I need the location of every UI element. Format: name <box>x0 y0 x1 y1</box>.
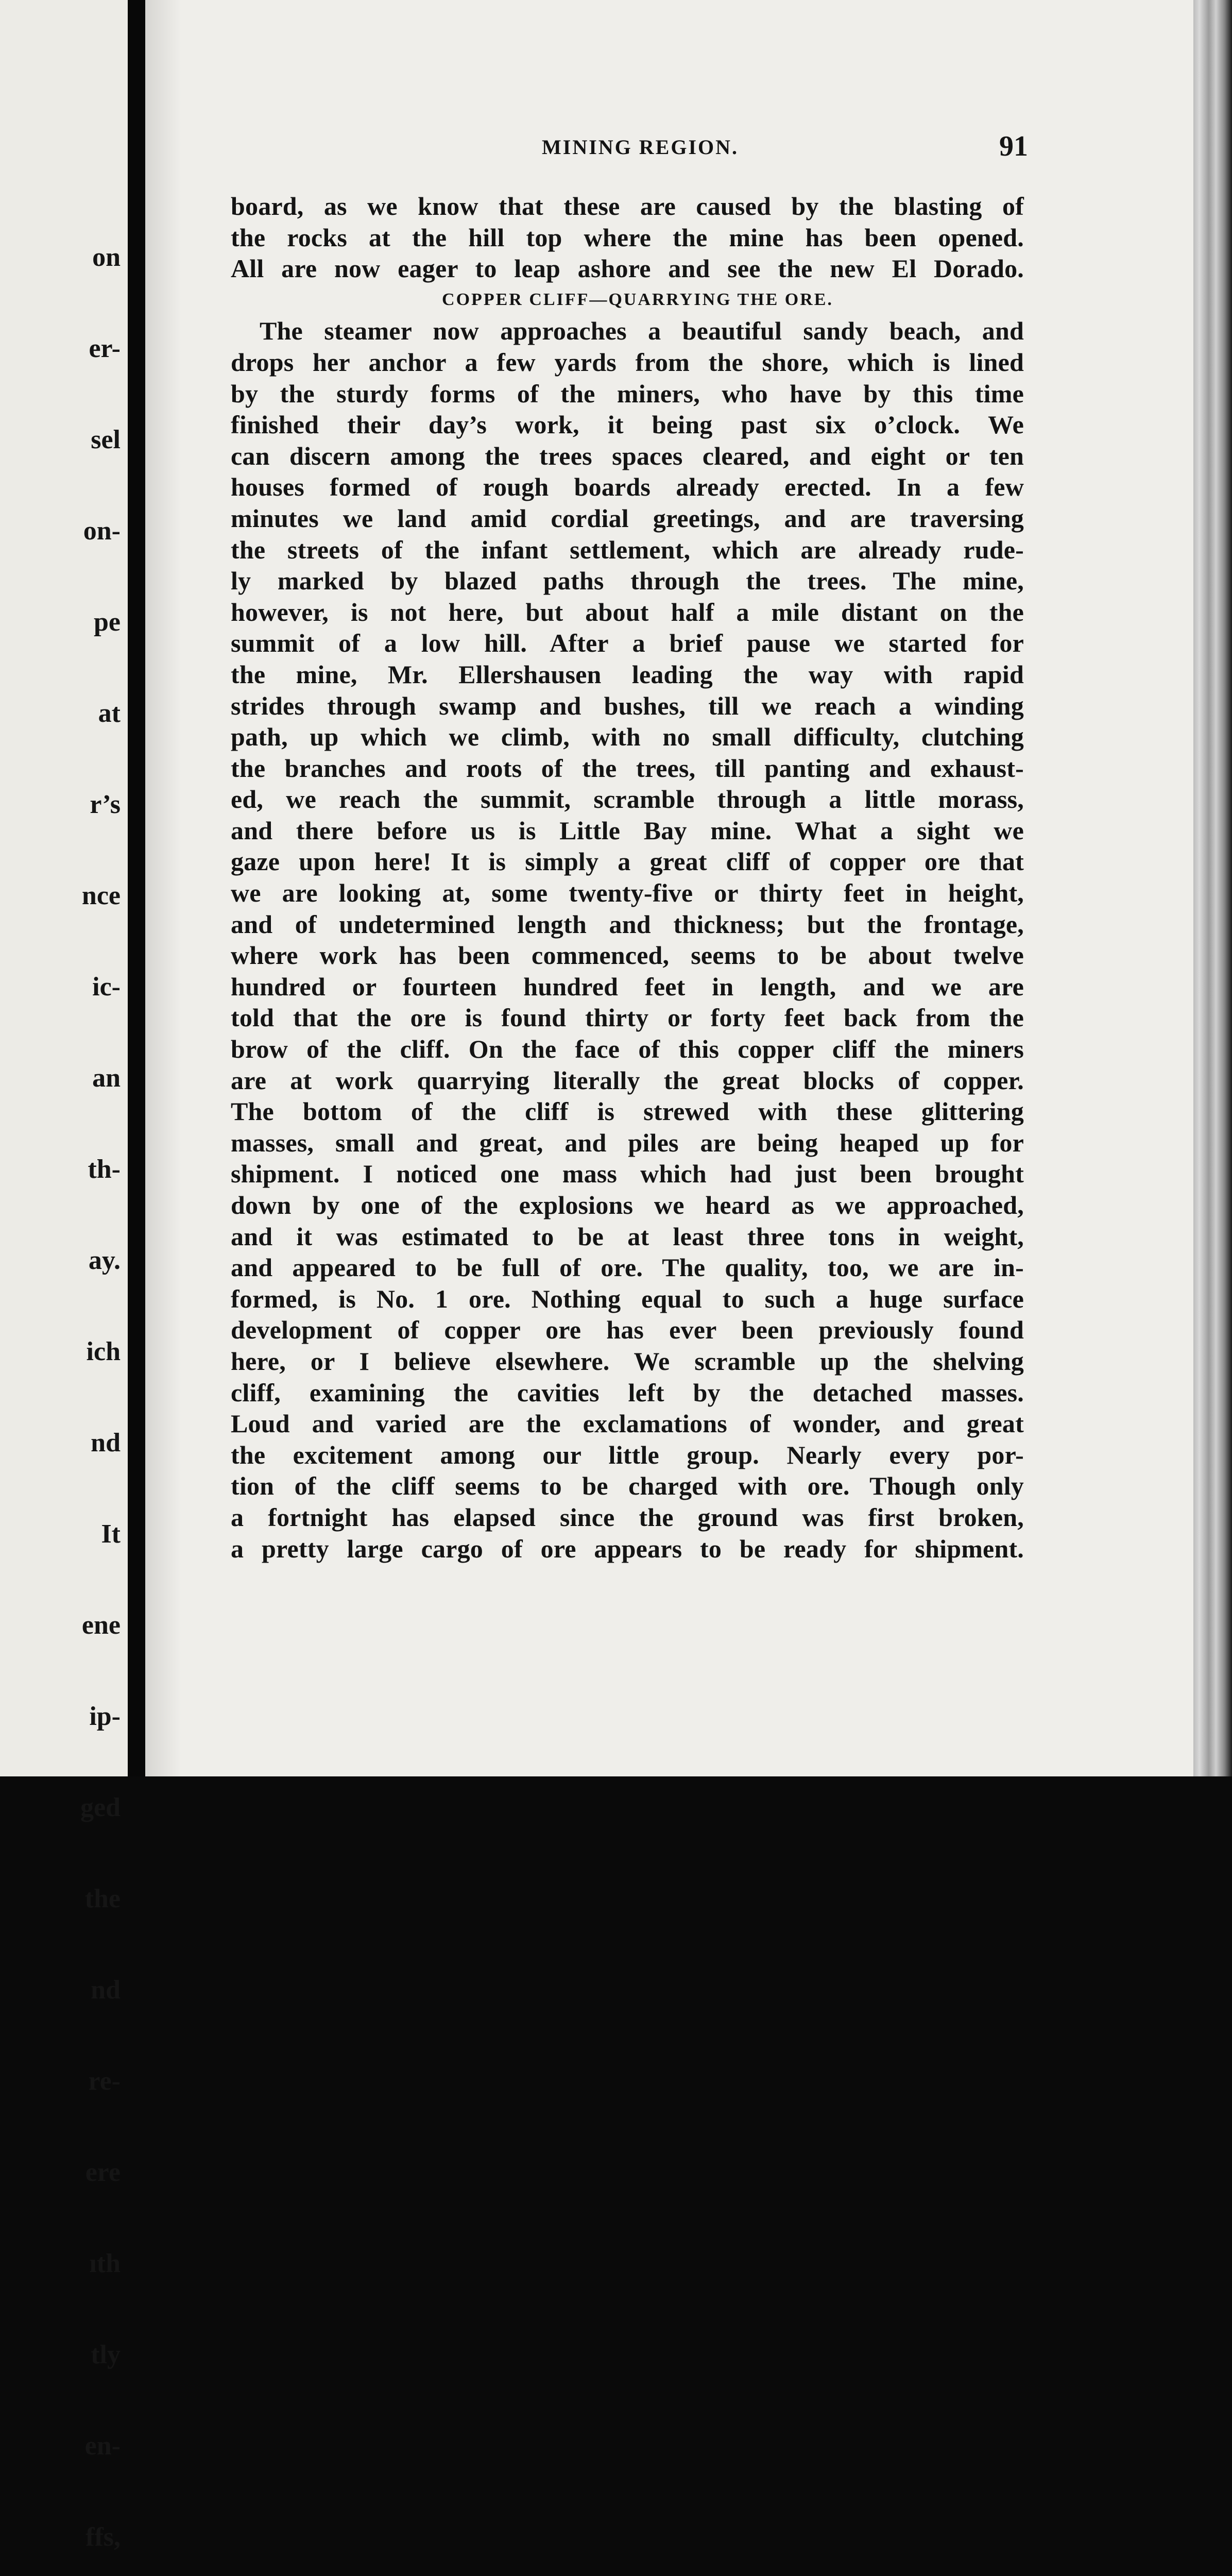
fragment-line: nce <box>81 881 121 910</box>
text-line: down by one of the explosions we heard as we approached, <box>231 1191 1024 1219</box>
text-line: the excitement among our little group. Nearly every por- <box>231 1440 1024 1469</box>
text-line: and appeared to be full of ore. The quality, too, we are in- <box>231 1253 1024 1282</box>
text-line: we are looking at, some twenty-five or thirty feet in height, <box>231 878 1024 908</box>
fragment-line: ip- <box>89 1702 121 1731</box>
text-line: development of copper ore has ever been previously found <box>231 1315 1024 1345</box>
text-line: ed, we reach the summit, scramble through a little morass, <box>231 785 1024 814</box>
text-line: hundred or fourteen hundred feet in length, and we are <box>231 972 1024 1001</box>
page-stack-edge <box>1193 0 1232 1776</box>
fragment-line: ged <box>80 1793 121 1822</box>
text-line: The steamer now approaches a beautiful sandy beach, and <box>260 316 1024 346</box>
right-page <box>145 0 1193 1776</box>
book-gutter <box>128 0 145 1776</box>
text-line: here, or I believe elsewhere. We scramble up the shelving <box>231 1346 1024 1376</box>
text-line: The bottom of the cliff is strewed with these glittering <box>231 1097 1024 1126</box>
text-line: where work has been commenced, seems to be about twelve <box>231 941 1024 970</box>
fragment-line: at <box>98 699 121 728</box>
fragment-line: nd <box>91 1428 121 1458</box>
fragment-line: an <box>92 1063 121 1093</box>
text-line: houses formed of rough boards already erected. In a few <box>231 472 1024 502</box>
fragment-line: on <box>92 243 121 272</box>
text-line: board, as we know that these are caused by the blasting of <box>231 192 1024 221</box>
text-line: can discern among the trees spaces cleared, and eight or ten <box>231 441 1024 470</box>
fragment-line: nd <box>91 1975 121 2005</box>
page-number: 91 <box>999 130 1028 162</box>
text-line: drops her anchor a few yards from the shore, which is lined <box>231 347 1024 377</box>
text-line: shipment. I noticed one mass which had just been brought <box>231 1159 1024 1189</box>
fragment-line: ıth <box>89 2249 121 2278</box>
text-line: strides through swamp and bushes, till we reach a winding <box>231 691 1024 720</box>
fragment-line: the <box>84 1884 121 1913</box>
fragment-line: r’s <box>90 790 121 819</box>
text-line: are at work quarrying literally the great blocks of copper. <box>231 1065 1024 1095</box>
fragment-line: ere <box>85 2158 121 2187</box>
fragment-line: sel <box>91 425 121 454</box>
body-text <box>231 191 1024 1564</box>
fragment-line: ffs, <box>85 2522 121 2552</box>
fragment-line: pe <box>94 607 121 637</box>
text-line: gaze upon here! It is simply a great cliff of copper ore that <box>231 847 1024 876</box>
text-line: the branches and roots of the trees, till panting and exhaust- <box>231 753 1024 783</box>
text-line: the rocks at the hill top where the mine has been opened. <box>231 223 1024 252</box>
text-line: All are now eager to leap ashore and see the new El Dorado. <box>231 254 1024 283</box>
running-title: MINING REGION. <box>542 135 739 159</box>
text-line: and of undetermined length and thickness; but the frontage, <box>231 909 1024 939</box>
fragment-line: ene <box>81 1611 121 1640</box>
left-page-line-endings <box>76 181 121 2576</box>
text-line: Loud and varied are the exclamations of wonder, and great <box>231 1409 1024 1438</box>
section-heading: COPPER CLIFF—QUARRYING THE ORE. <box>442 290 833 309</box>
text-line: masses, small and great, and piles are being heaped up for <box>231 1128 1024 1157</box>
fragment-line: ich <box>86 1337 121 1366</box>
text-line: path, up which we climb, with no small difficulty, clutching <box>231 722 1024 752</box>
text-line: a fortnight has elapsed since the ground was first broken, <box>231 1502 1024 1532</box>
fragment-line: ic- <box>92 972 121 1002</box>
text-line: minutes we land amid cordial greetings, and are traversing <box>231 503 1024 533</box>
text-line: by the sturdy forms of the miners, who have by this time <box>231 379 1024 408</box>
text-line: however, is not here, but about half a mile distant on the <box>231 597 1024 626</box>
text-line: finished their day’s work, it being past six o’clock. We <box>231 410 1024 439</box>
text-line: told that the ore is found thirty or forty feet back from the <box>231 1003 1024 1032</box>
text-line: formed, is No. 1 ore. Nothing equal to such a huge surface <box>231 1284 1024 1313</box>
text-line: tion of the cliff seems to be charged with ore. Though only <box>231 1471 1024 1501</box>
fragment-line: on- <box>83 516 121 546</box>
text-line: cliff, examining the cavities left by the detached masses. <box>231 1378 1024 1407</box>
text-line: and it was estimated to be at least three tons in weight, <box>231 1222 1024 1251</box>
fragment-line: en- <box>84 2431 121 2461</box>
text-line: summit of a low hill. After a brief pause we started for <box>231 629 1024 658</box>
fragment-line: th- <box>88 1155 121 1184</box>
fragment-line: er- <box>89 334 121 363</box>
left-page-fragment <box>0 0 128 2552</box>
text-line: the mine, Mr. Ellershausen leading the way with rapid <box>231 659 1024 689</box>
fragment-line: re- <box>88 2066 121 2096</box>
text-line: ly marked by blazed paths through the trees. The mine, <box>231 566 1024 596</box>
text-line: and there before us is Little Bay mine. What a sight we <box>231 816 1024 845</box>
text-line: a pretty large cargo of ore appears to be ready for shipment. <box>231 1534 1024 1563</box>
text-line: brow of the cliff. On the face of this copper cliff the miners <box>231 1035 1024 1064</box>
fragment-line: It <box>101 1519 121 1549</box>
running-head <box>145 130 1193 166</box>
text-line: the streets of the infant settlement, which are already rude- <box>231 535 1024 564</box>
fragment-line: tly <box>91 2340 121 2369</box>
fragment-line: ay. <box>88 1246 121 1275</box>
